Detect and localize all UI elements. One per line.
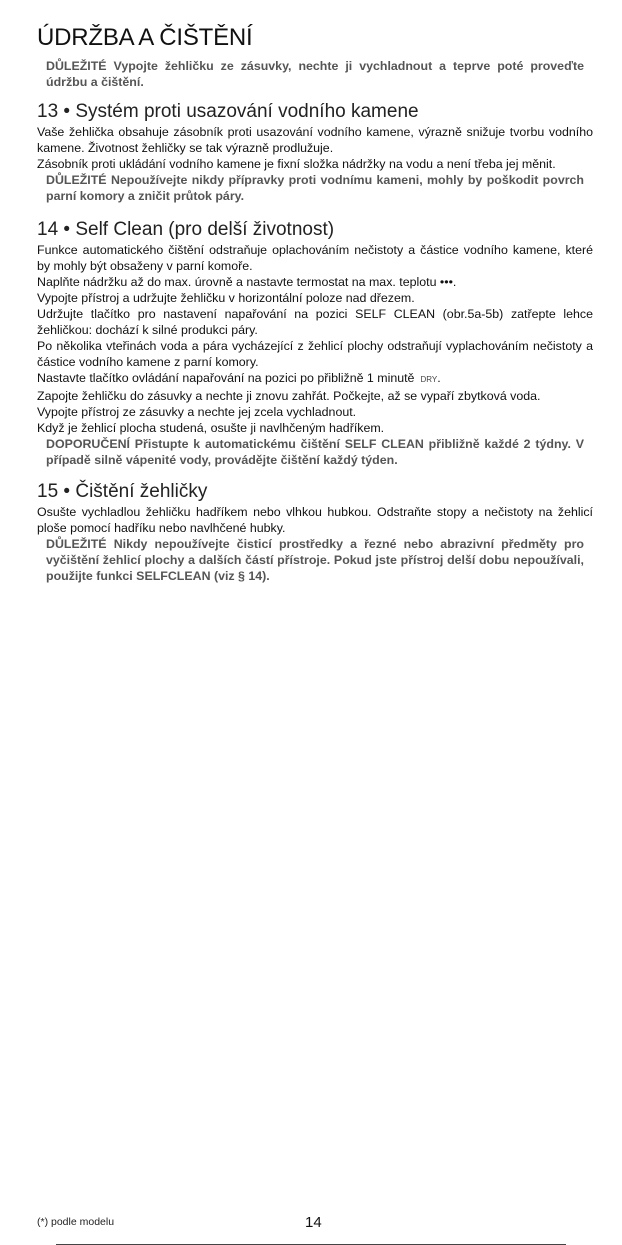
- page-title: ÚDRŽBA A ČIŠTĚNÍ: [37, 24, 253, 51]
- section-13-note: DŮLEŽITÉ Nepoužívejte nikdy přípravky proti vodnímu kameni, mohly by poškodit povrch parní komory a zničit průtok páry.: [46, 173, 584, 203]
- section-14-paragraph-6: Nastavte tlačítko ovládání napařování na pozici po přibližně 1 minutě DRY.: [37, 371, 441, 385]
- section-15: [37, 480, 593, 584]
- section-14-paragraph-8: Vypojte přístroj ze zásuvky a nechte jej zcela vychladnout.: [37, 405, 357, 419]
- section-15-note: DŮLEŽITÉ Nikdy nepoužívejte čisticí prostředky a řezné nebo abrazivní předměty pro vyčištění žehlicí plochy a dalších částí přístroje. Pokud jste přístroj delší dobu nepoužívali, použijte funkci SELFCLEAN (viz § 14).: [46, 537, 584, 583]
- section-15-heading: 15 • Čištění žehličky: [37, 481, 208, 502]
- page-number: 14: [305, 1214, 322, 1231]
- section-14-paragraph-1: Funkce automatického čištění odstraňuje oplachováním nečistoty a částice vodního kamene, které by mohly být obsaženy v parní komoře.: [37, 243, 593, 273]
- section-14-paragraph-4: Udržujte tlačítko pro nastavení napařování na pozici SELF CLEAN (obr.5a-5b) zatřepte lehce žehličkou: dochází k silné produkci páry.: [37, 307, 593, 337]
- intro-note: DŮLEŽITÉ Vypojte žehličku ze zásuvky, nechte ji vychladnout a teprve poté proveďte údržbu a čištění.: [46, 59, 584, 89]
- section-14-paragraph-3: Vypojte přístroj a udržujte žehličku v horizontální poloze nad dřezem.: [37, 291, 415, 305]
- section-14-paragraph-6-text: Nastavte tlačítko ovládání napařování na pozici po přibližně 1 minutě: [37, 371, 415, 385]
- section-14-paragraph-9: Když je žehlicí plocha studená, osušte ji navlhčeným hadříkem.: [37, 421, 385, 435]
- section-13-paragraph-1: Vaše žehlička obsahuje zásobník proti usazování vodního kamene, výrazně snižuje tvorbu vodního kamene. Životnost žehličky se tak výrazně prodlužuje.: [37, 125, 593, 155]
- section-14-heading: 14 • Self Clean (pro delší životnost): [37, 219, 335, 240]
- dry-symbol-icon: DRY: [420, 375, 438, 384]
- section-14-paragraph-5: Po několika vteřinách voda a pára vycházející z žehlicí plochy odstraňují vyplachováním nečistoty a částice vodního kamene z parní komory.: [37, 339, 593, 369]
- section-13-paragraph-2: Zásobník proti ukládání vodního kamene je fixní složka nádržky na vodu a není třeba jej měnit.: [37, 157, 556, 171]
- footnote: (*) podle modelu: [37, 1216, 115, 1228]
- section-15-paragraph-1: Osušte vychladlou žehličku hadříkem nebo vlhkou hubkou. Odstraňte stopy a nečistoty na žehlicí ploše pomocí hadříku nebo navlhčené hubky.: [37, 505, 593, 535]
- section-14-note: DOPORUČENÍ Přistupte k automatickému čištění SELF CLEAN přibližně každé 2 týdny. V případě silně vápenité vody, provádějte čištění každý týden.: [46, 437, 584, 467]
- intro-note-block: [37, 58, 593, 90]
- section-14-paragraph-7: Zapojte žehličku do zásuvky a nechte ji znovu zahřát. Počkejte, až se vypaří zbytková voda.: [37, 389, 541, 403]
- section-13: [37, 100, 593, 204]
- section-14: [37, 218, 593, 468]
- section-13-heading: 13 • Systém proti usazování vodního kamene: [37, 101, 419, 122]
- section-14-paragraph-2: Naplňte nádržku až do max. úrovně a nastavte termostat na max. teplotu •••.: [37, 275, 457, 289]
